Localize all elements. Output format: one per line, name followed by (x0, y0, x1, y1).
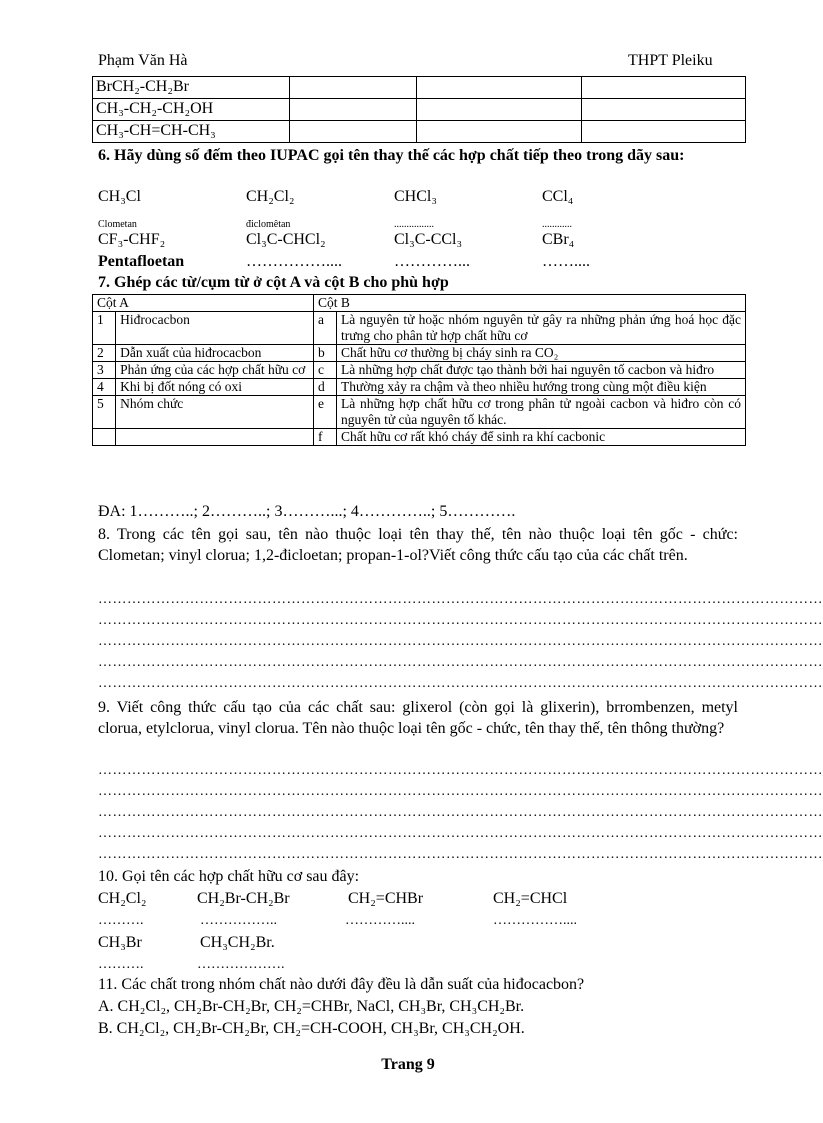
formula: CF₃-CHF₂ (98, 231, 166, 248)
col-b-item: Chất hữu cơ thường bị cháy sinh ra CO₂ (337, 345, 746, 362)
formula: CH₂Cl₂ (98, 890, 147, 907)
formula: CBr₄ (542, 231, 575, 248)
formula-name: Clometan (98, 219, 137, 230)
table-row (93, 99, 746, 121)
row-letter: c (314, 362, 337, 379)
table-cell (290, 77, 417, 99)
answer-dotted-line[interactable]: …………………………………………………………………………………………………………………………………… (98, 805, 823, 820)
answer-dotted-line[interactable]: …………………………………………………………………………………………………………………………………… (98, 655, 823, 670)
formula: CH₂Br-CH₂Br (197, 890, 290, 907)
page-number: Trang 9 (381, 1056, 435, 1073)
table-row (93, 396, 746, 429)
table-cell (417, 99, 582, 121)
answer-blank[interactable]: ………………. (197, 957, 285, 972)
col-a-header: Cột A (93, 295, 314, 312)
col-a-item: Hiđrocacbon (116, 312, 314, 345)
col-a-item (116, 429, 314, 446)
answer-dotted-line[interactable]: …………………………………………………………………………………………………………………………………… (98, 592, 823, 607)
table-cell (582, 99, 746, 121)
table-cell (417, 77, 582, 99)
row-letter: b (314, 345, 337, 362)
answer-dotted-line[interactable]: …………………………………………………………………………………………………………………………………… (98, 784, 823, 799)
table-row (93, 121, 746, 143)
table-cell (582, 121, 746, 143)
header-author: Phạm Văn Hà (98, 52, 188, 69)
question-6-text: 6. Hãy dùng số đếm theo IUPAC gọi tên thay thế các hợp chất tiếp theo trong dãy sau: (98, 147, 685, 164)
table-row (93, 379, 746, 396)
table-cell: CH₃-CH₂-CH₂OH (93, 99, 290, 121)
answer-dotted-line[interactable]: …………………………………………………………………………………………………………………………………… (98, 676, 823, 691)
answer-blank[interactable]: ………. (98, 957, 144, 972)
formula: CH₃CH₂Br. (200, 934, 275, 951)
col-b-header: Cột B (314, 295, 746, 312)
option-a: A. CH₂Cl₂, CH₂Br-CH₂Br, CH₂=CHBr, NaCl, CH₃Br, CH₃CH₂Br. (98, 998, 525, 1015)
formula-name: ............ (542, 219, 572, 230)
formula: CH₃Br (98, 934, 142, 951)
row-number: 3 (93, 362, 116, 379)
answer-blank[interactable]: …………….... (493, 913, 577, 928)
header-school: THPT Pleiku (628, 52, 713, 69)
col-a-item: Khi bị đốt nóng có oxi (116, 379, 314, 396)
formula: CH₃Cl (98, 188, 141, 205)
answer-dotted-line[interactable]: …………………………………………………………………………………………………………………………………… (98, 634, 823, 649)
col-b-item: Là nguyên tử hoặc nhóm nguyên tử gây ra những phản ứng hoá học đặc trưng cho phân tử hợp chất hữu cơ (337, 312, 746, 345)
col-a-item: Nhóm chức (116, 396, 314, 429)
row-number: 5 (93, 396, 116, 429)
question-8-text: 8. Trong các tên gọi sau, tên nào thuộc loại tên thay thế, tên nào thuộc loại tên gốc - chức: Clometan; vinyl clorua; 1,2-đicloetan; propan-1-ol?Viết công thức cấu tạo của các chất trên. (98, 526, 738, 564)
col-a-item: Dẫn xuất của hiđrocacbon (116, 345, 314, 362)
formula: Cl₃C-CHCl₂ (246, 231, 326, 248)
formula-name: Pentafloetan (98, 253, 185, 270)
answer-line: ĐA: 1………..; 2………..; 3………...; 4…………..; 5…………. (98, 503, 516, 520)
row-letter: e (314, 396, 337, 429)
row-letter: a (314, 312, 337, 345)
answer-dotted-line[interactable]: …………………………………………………………………………………………………………………………………… (98, 613, 823, 628)
formula: CHCl₃ (394, 188, 437, 205)
table-row (93, 362, 746, 379)
question-9-text: 9. Viết công thức cấu tạo của các chất sau: glixerol (còn gọi là glixerin), brrombenzen, metyl clorua, etylclorua, vinyl clorua. Tên nào thuộc loại tên gốc - chức, tên thay thế, tên thông thường? (98, 699, 738, 737)
table-row (93, 312, 746, 345)
option-b: B. CH₂Cl₂, CH₂Br-CH₂Br, CH₂=CH-COOH, CH₃Br, CH₃CH₂OH. (98, 1020, 525, 1037)
table-row (93, 345, 746, 362)
answer-dotted-line[interactable]: …………………………………………………………………………………………………………………………………… (98, 763, 823, 778)
question-11-text: 11. Các chất trong nhóm chất nào dưới đây đều là dẫn suất của hiđocacbon? (98, 976, 585, 993)
row-number (93, 429, 116, 446)
table-row (93, 77, 746, 99)
row-number: 2 (93, 345, 116, 362)
answer-blank[interactable]: ………. (98, 913, 144, 928)
table-header-row (93, 295, 746, 312)
question-10-text: 10. Gọi tên các hợp chất hữu cơ sau đây: (98, 868, 360, 885)
col-b-item: Là những hợp chất được tạo thành bởi hai nguyên tố cacbon và hiđro (337, 362, 746, 379)
table-cell (417, 121, 582, 143)
formula-table (92, 76, 746, 143)
answer-dotted-line[interactable]: …………………………………………………………………………………………………………………………………… (98, 847, 823, 862)
table-row (93, 429, 746, 446)
formula: CH₂Cl₂ (246, 188, 295, 205)
row-number: 4 (93, 379, 116, 396)
formula: CH₂=CHBr (348, 890, 424, 907)
row-number: 1 (93, 312, 116, 345)
row-letter: f (314, 429, 337, 446)
col-b-item: Là những hợp chất hữu cơ trong phân tử ngoài cacbon và hiđro còn có nguyên tử của nguyên tố khác. (337, 396, 746, 429)
table-cell (582, 77, 746, 99)
formula: CH₂=CHCl (493, 890, 568, 907)
answer-blank[interactable]: …………….. (200, 913, 277, 928)
col-b-item: Chất hữu cơ rất khó cháy để sinh ra khí cacbonic (337, 429, 746, 446)
formula-name: …….... (542, 253, 590, 270)
formula: Cl₃C-CCl₃ (394, 231, 463, 248)
answer-dotted-line[interactable]: …………………………………………………………………………………………………………………………………… (98, 826, 823, 841)
table-cell: CH₃-CH=CH-CH₃ (93, 121, 290, 143)
col-a-item: Phản ứng của các hợp chất hữu cơ (116, 362, 314, 379)
row-letter: d (314, 379, 337, 396)
table-cell: BrCH₂-CH₂Br (93, 77, 290, 99)
formula-name: …………….... (246, 253, 342, 270)
formula-name: ................ (394, 219, 434, 230)
table-cell (290, 99, 417, 121)
formula-name: …………... (394, 253, 470, 270)
answer-blank[interactable]: ………….... (345, 913, 415, 928)
question-7-text: 7. Ghép các từ/cụm từ ở cột A và cột B cho phù hợp (98, 274, 449, 291)
col-b-item: Thường xảy ra chậm và theo nhiều hướng trong cùng một điều kiện (337, 379, 746, 396)
formula-name: điclomêtan (246, 219, 291, 230)
formula: CCl₄ (542, 188, 574, 205)
matching-table (92, 294, 746, 446)
table-cell (290, 121, 417, 143)
